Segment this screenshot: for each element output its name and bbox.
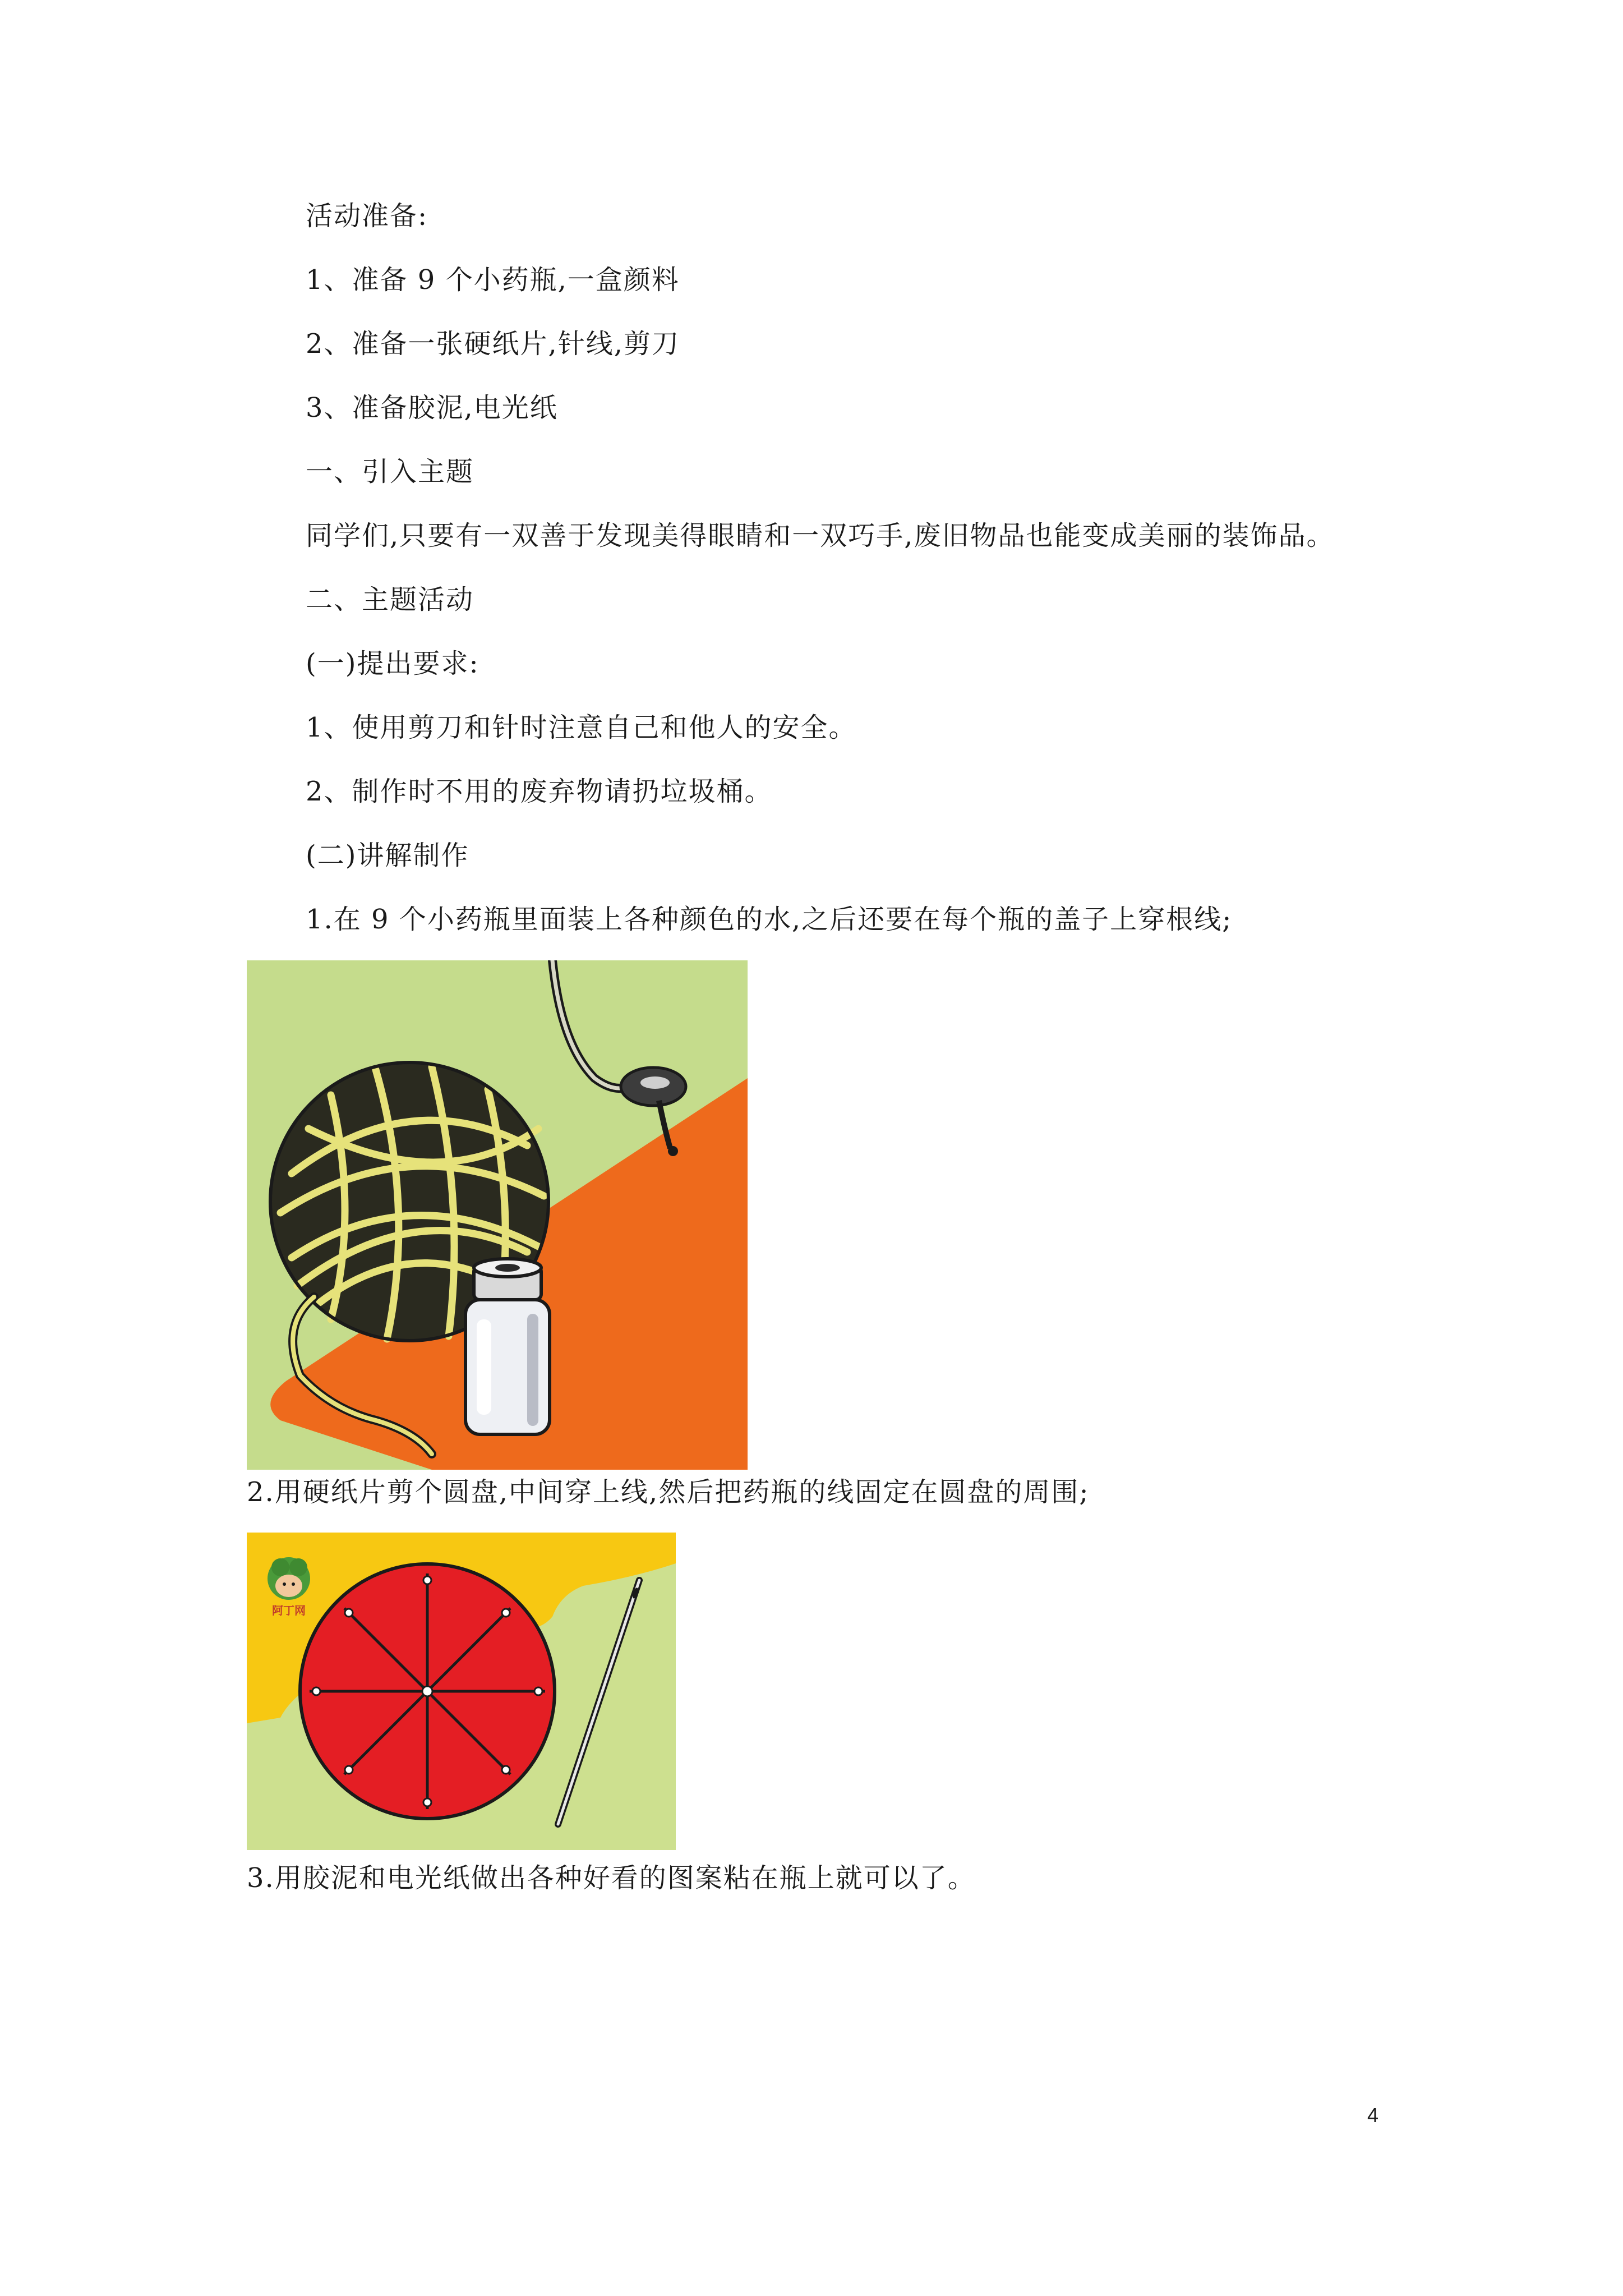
cardboard-disc-illustration [247,1533,676,1850]
logo [268,1557,310,1617]
text-line: 2、制作时不用的废弃物请扔垃圾桶。 [306,776,773,807]
text-line: 3.用胶泥和电光纸做出各种好看的图案粘在瓶上就可以了。 [247,1862,976,1894]
section-heading: 一、引入主题 [306,456,474,487]
text-line: 活动准备: [306,200,428,232]
subsection-heading: (二)讲解制作 [306,840,469,871]
subsection-heading: (一)提出要求: [306,648,479,679]
text-line: 1、准备 9 个小药瓶,一盒颜料 [306,264,680,296]
text-line: 2.用硬纸片剪个圆盘,中间穿上线,然后把药瓶的线固定在圆盘的周围; [247,1476,1090,1508]
section-heading: 二、主题活动 [306,584,474,615]
text-line: 2、准备一张硬纸片,针线,剪刀 [306,328,680,360]
text-line: 1、使用剪刀和针时注意自己和他人的安全。 [306,712,857,743]
text-line: 1.在 9 个小药瓶里面装上各种颜色的水,之后还要在每个瓶的盖子上穿根线; [306,904,1233,935]
text-line: 同学们,只要有一双善于发现美得眼睛和一双巧手,废旧物品也能变成美丽的装饰品。 [306,520,1335,551]
yarn-bottle-illustration [247,960,748,1470]
page-number: 4 [1367,2104,1379,2127]
logo-text: 阿丁网 [272,1604,306,1617]
text-line: 3、准备胶泥,电光纸 [306,392,558,424]
